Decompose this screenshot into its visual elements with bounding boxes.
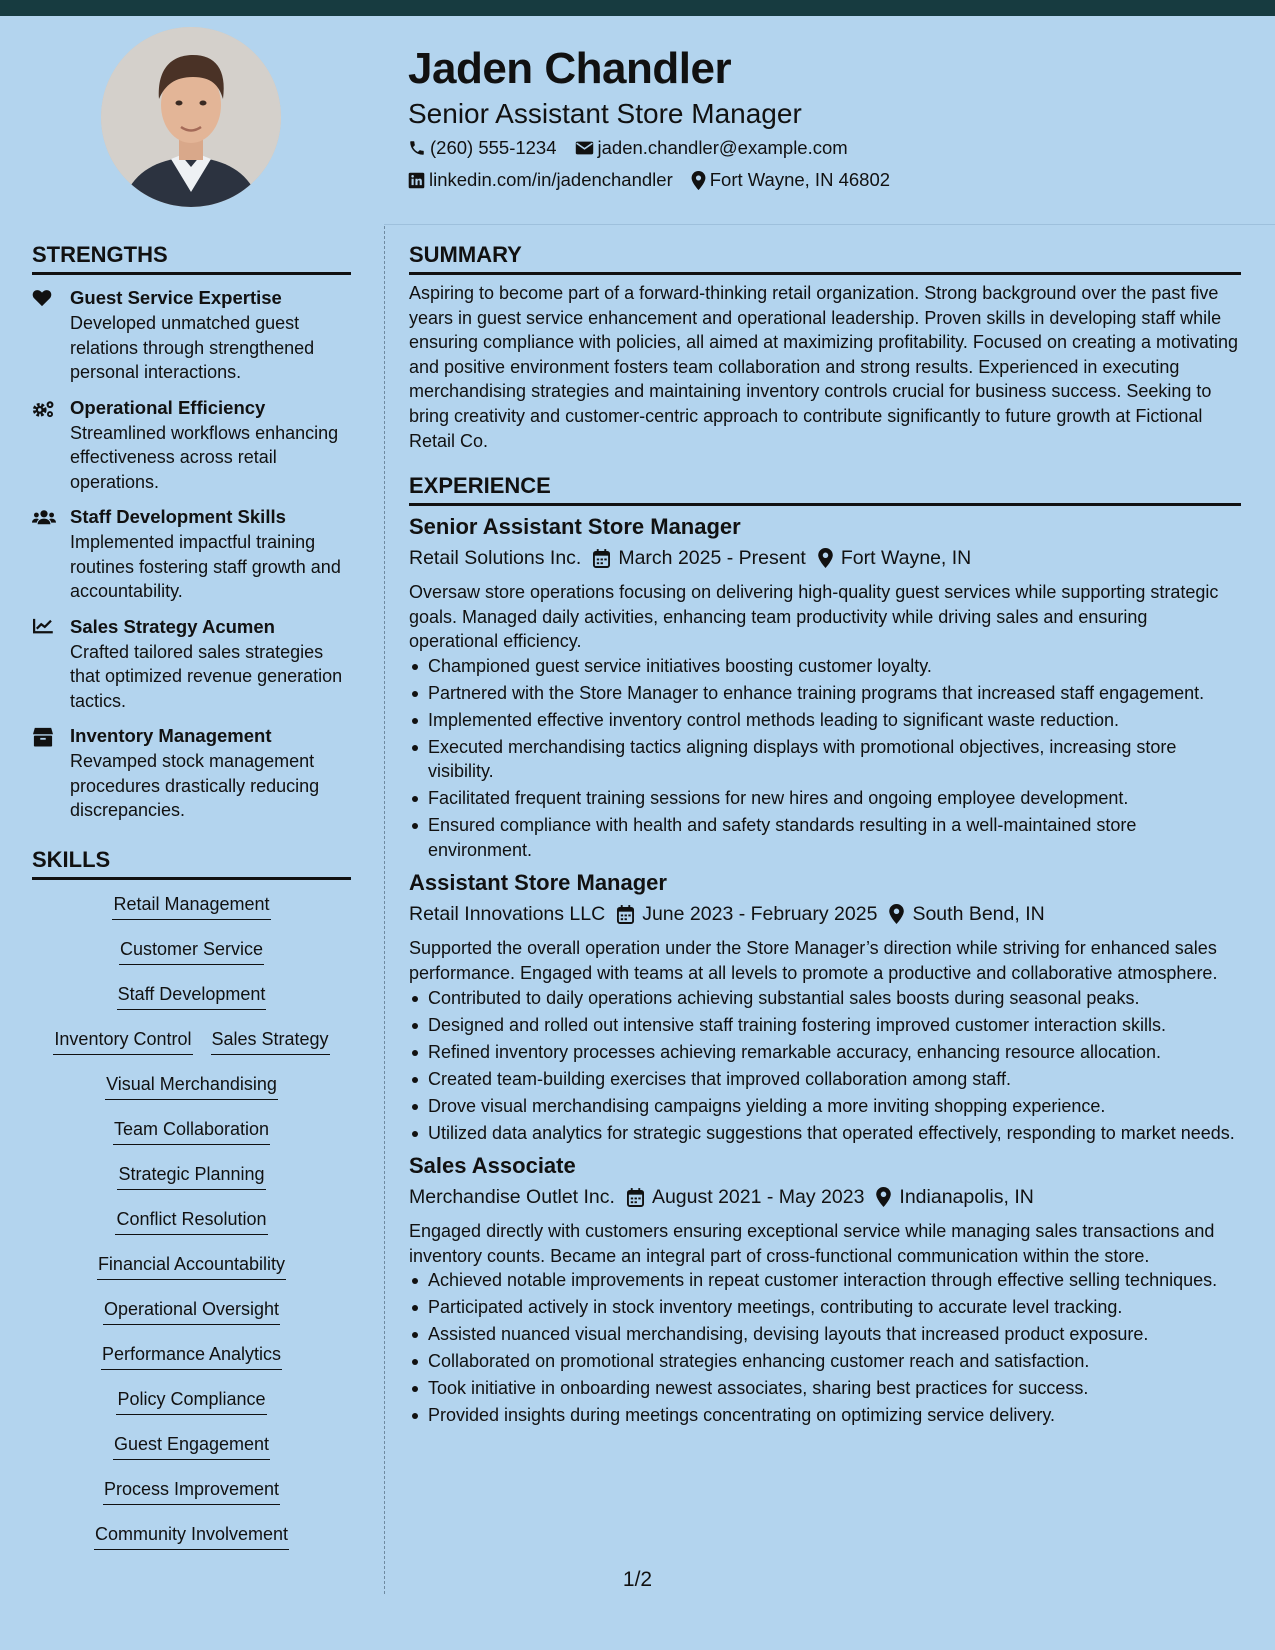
left-column	[32, 240, 351, 1563]
job-dates: August 2021 - May 2023	[651, 1186, 865, 1209]
bullet-item: Contributed to daily operations achieving substantial sales boosts during seasonal peaks.	[409, 986, 1241, 1011]
experience-heading: EXPERIENCE	[409, 471, 1241, 506]
calendar-icon	[627, 1188, 644, 1207]
profile-photo	[101, 27, 281, 207]
candidate-name: Jaden Chandler	[408, 44, 732, 93]
envelope-icon	[575, 140, 594, 156]
strength-description: Streamlined workflows enhancing effectiveness across retail operations.	[70, 422, 339, 492]
strength-description: Developed unmatched guest relations through strengthened personal interactions.	[70, 313, 315, 382]
email-contact[interactable]	[575, 132, 848, 164]
skill-tag: Community Involvement	[94, 1522, 289, 1550]
strength-title: Staff Development Skills	[70, 506, 286, 527]
job-company: Retail Solutions Inc.	[409, 547, 582, 570]
bullet-item: Designed and rolled out intensive staff training fostering improved customer interaction skills.	[409, 1013, 1241, 1038]
skill-tag: Process Improvement	[103, 1477, 280, 1505]
strength-title: Sales Strategy Acumen	[70, 615, 275, 637]
skill-tag: Customer Service	[119, 937, 264, 965]
linkedin-text: linkedin.com/in/jadenchandler	[429, 169, 673, 190]
job-company: Retail Innovations LLC	[409, 903, 606, 926]
phone-icon	[408, 139, 426, 157]
chart-line-icon	[32, 618, 54, 634]
bullet-item: Utilized data analytics for strategic suggestions that operated effectively, responding to market needs.	[409, 1121, 1241, 1146]
job-meta	[409, 1181, 1241, 1213]
candidate-title: Senior Assistant Store Manager	[408, 98, 802, 129]
job-entry	[409, 868, 1241, 1145]
phone-contact[interactable]	[408, 132, 557, 164]
skill-tag: Performance Analytics	[101, 1342, 282, 1370]
strength-title: Operational Efficiency	[70, 396, 266, 418]
strengths-heading: STRENGTHS	[32, 240, 351, 275]
skill-tag: Team Collaboration	[113, 1117, 270, 1145]
skill-tag: Visual Merchandising	[105, 1072, 278, 1100]
job-entry	[409, 512, 1241, 862]
skill-tag: Retail Management	[112, 892, 270, 920]
page-number: 1/2	[622, 1568, 653, 1591]
users-icon	[32, 508, 56, 526]
strength-item	[32, 614, 351, 714]
strength-title: Inventory Management	[70, 725, 272, 746]
job-entry	[409, 1151, 1241, 1428]
job-meta	[409, 542, 1241, 574]
bullet-item: Provided insights during meetings concentrating on optimizing service delivery.	[409, 1403, 1241, 1428]
skill-tag: Conflict Resolution	[115, 1207, 267, 1235]
strength-item	[32, 504, 351, 604]
skill-tag: Staff Development	[117, 982, 267, 1010]
box-icon	[32, 727, 54, 747]
bullet-item: Ensured compliance with health and safety standards resulting in a well-maintained store environment.	[409, 813, 1241, 862]
bullet-item: Drove visual merchandising campaigns yielding a more inviting shopping experience.	[409, 1094, 1241, 1119]
location-contact	[691, 164, 890, 196]
contact-row-2	[408, 164, 1248, 196]
linkedin-contact[interactable]	[408, 164, 673, 196]
job-description: Engaged directly with customers ensuring exceptional service while managing sales transactions and inventory counts. Became an integral part of cross-functional communication within the store.	[409, 1221, 1215, 1266]
location-text: Fort Wayne, IN 46802	[709, 169, 891, 190]
skills-list	[32, 888, 351, 1563]
strengths-list	[32, 285, 351, 823]
job-dates: June 2023 - February 2025	[642, 903, 878, 926]
phone-text: (260) 555-1234	[430, 137, 557, 158]
bullet-item: Facilitated frequent training sessions for new hires and ongoing employee development.	[409, 786, 1241, 811]
job-title: Senior Assistant Store Manager	[409, 514, 741, 540]
heart-icon	[32, 289, 52, 307]
bullet-item: Collaborated on promotional strategies enhancing customer reach and satisfaction.	[409, 1349, 1241, 1374]
bullet-item: Achieved notable improvements in repeat customer interaction through effective selling techniques.	[409, 1268, 1241, 1293]
header-divider	[384, 224, 1275, 225]
job-dates: March 2025 - Present	[618, 547, 806, 570]
map-pin-icon	[876, 1187, 891, 1207]
contact-row-1	[408, 132, 1248, 164]
portrait-image	[101, 27, 281, 207]
strength-item	[32, 723, 351, 823]
skill-tag: Inventory Control	[53, 1027, 192, 1055]
top-accent-bar	[0, 0, 1275, 16]
gears-icon	[32, 399, 56, 419]
bullet-item: Championed guest service initiatives boosting customer loyalty.	[409, 654, 1241, 679]
job-description: Oversaw store operations focusing on delivering high-quality guest services while supporting strategic goals. Managed daily activities, enhancing team productivity while driving sales and ensuring operational efficiency.	[409, 582, 1219, 652]
job-bullets	[409, 654, 1241, 863]
summary-text: Aspiring to become part of a forward-thinking retail organization. Strong background over the past five years in guest service enhancement and operational leadership. Proven skills in developing staff while ensuring compliance with policies, all aimed at maximizing profitability. Focused on creating a motivating and positive environment fosters team collaboration and strong results. Experienced in executing merchandising strategies and maintaining inventory controls crucial for business success. Seeking to bring creativity and customer-centric approach to contribute significantly to future growth at Fictional Retail Co.	[409, 283, 1239, 451]
calendar-icon	[617, 905, 634, 924]
bullet-item: Participated actively in stock inventory meetings, contributing to accurate level tracking.	[409, 1295, 1241, 1320]
bullet-item: Created team-building exercises that improved collaboration among staff.	[409, 1067, 1241, 1092]
bullet-item: Implemented effective inventory control methods leading to significant waste reduction.	[409, 708, 1241, 733]
bullet-item: Assisted nuanced visual merchandising, devising layouts that increased product exposure.	[409, 1322, 1241, 1347]
bullet-item: Partnered with the Store Manager to enhance training programs that increased staff engagement.	[409, 681, 1241, 706]
job-location: Indianapolis, IN	[899, 1186, 1034, 1209]
skill-tag: Strategic Planning	[117, 1162, 265, 1190]
strength-description: Revamped stock management procedures drastically reducing discrepancies.	[70, 751, 320, 820]
bullet-item: Took initiative in onboarding newest associates, sharing best practices for success.	[409, 1376, 1241, 1401]
skill-tag: Financial Accountability	[97, 1252, 286, 1280]
job-location: South Bend, IN	[912, 903, 1045, 926]
email-text: jaden.chandler@example.com	[597, 137, 848, 158]
skill-tag: Policy Compliance	[116, 1387, 266, 1415]
map-pin-icon	[818, 548, 833, 568]
strength-item	[32, 285, 351, 385]
job-company: Merchandise Outlet Inc.	[409, 1186, 615, 1209]
job-bullets	[409, 1268, 1241, 1428]
resume-header	[408, 40, 1248, 196]
calendar-icon	[593, 549, 610, 568]
strength-description: Implemented impactful training routines fostering staff growth and accountability.	[70, 532, 341, 601]
job-meta	[409, 898, 1241, 930]
job-location: Fort Wayne, IN	[840, 547, 972, 570]
skill-tag: Operational Oversight	[103, 1297, 280, 1325]
summary-heading: SUMMARY	[409, 240, 1241, 275]
job-title: Sales Associate	[409, 1153, 576, 1179]
skill-tag: Sales Strategy	[211, 1027, 330, 1055]
bullet-item: Executed merchandising tactics aligning displays with promotional objectives, increasing store visibility.	[409, 735, 1241, 784]
strength-description: Crafted tailored sales strategies that optimized revenue generation tactics.	[70, 641, 343, 711]
skills-heading: SKILLS	[32, 845, 351, 880]
job-title: Assistant Store Manager	[409, 870, 667, 896]
bullet-item: Refined inventory processes achieving remarkable accuracy, enhancing resource allocation.	[409, 1040, 1241, 1065]
skill-tag: Guest Engagement	[113, 1432, 270, 1460]
column-divider	[384, 226, 385, 1594]
strength-item	[32, 395, 351, 495]
job-bullets	[409, 986, 1241, 1146]
right-column	[409, 240, 1241, 1430]
map-pin-icon	[889, 904, 904, 924]
strength-title: Guest Service Expertise	[70, 287, 282, 308]
map-pin-icon	[691, 171, 706, 190]
linkedin-icon	[408, 172, 425, 189]
job-description: Supported the overall operation under the Store Manager’s direction while striving for enhanced sales performance. Engaged with teams at all levels to promote a productive and collaborative atmosphere.	[409, 938, 1218, 984]
